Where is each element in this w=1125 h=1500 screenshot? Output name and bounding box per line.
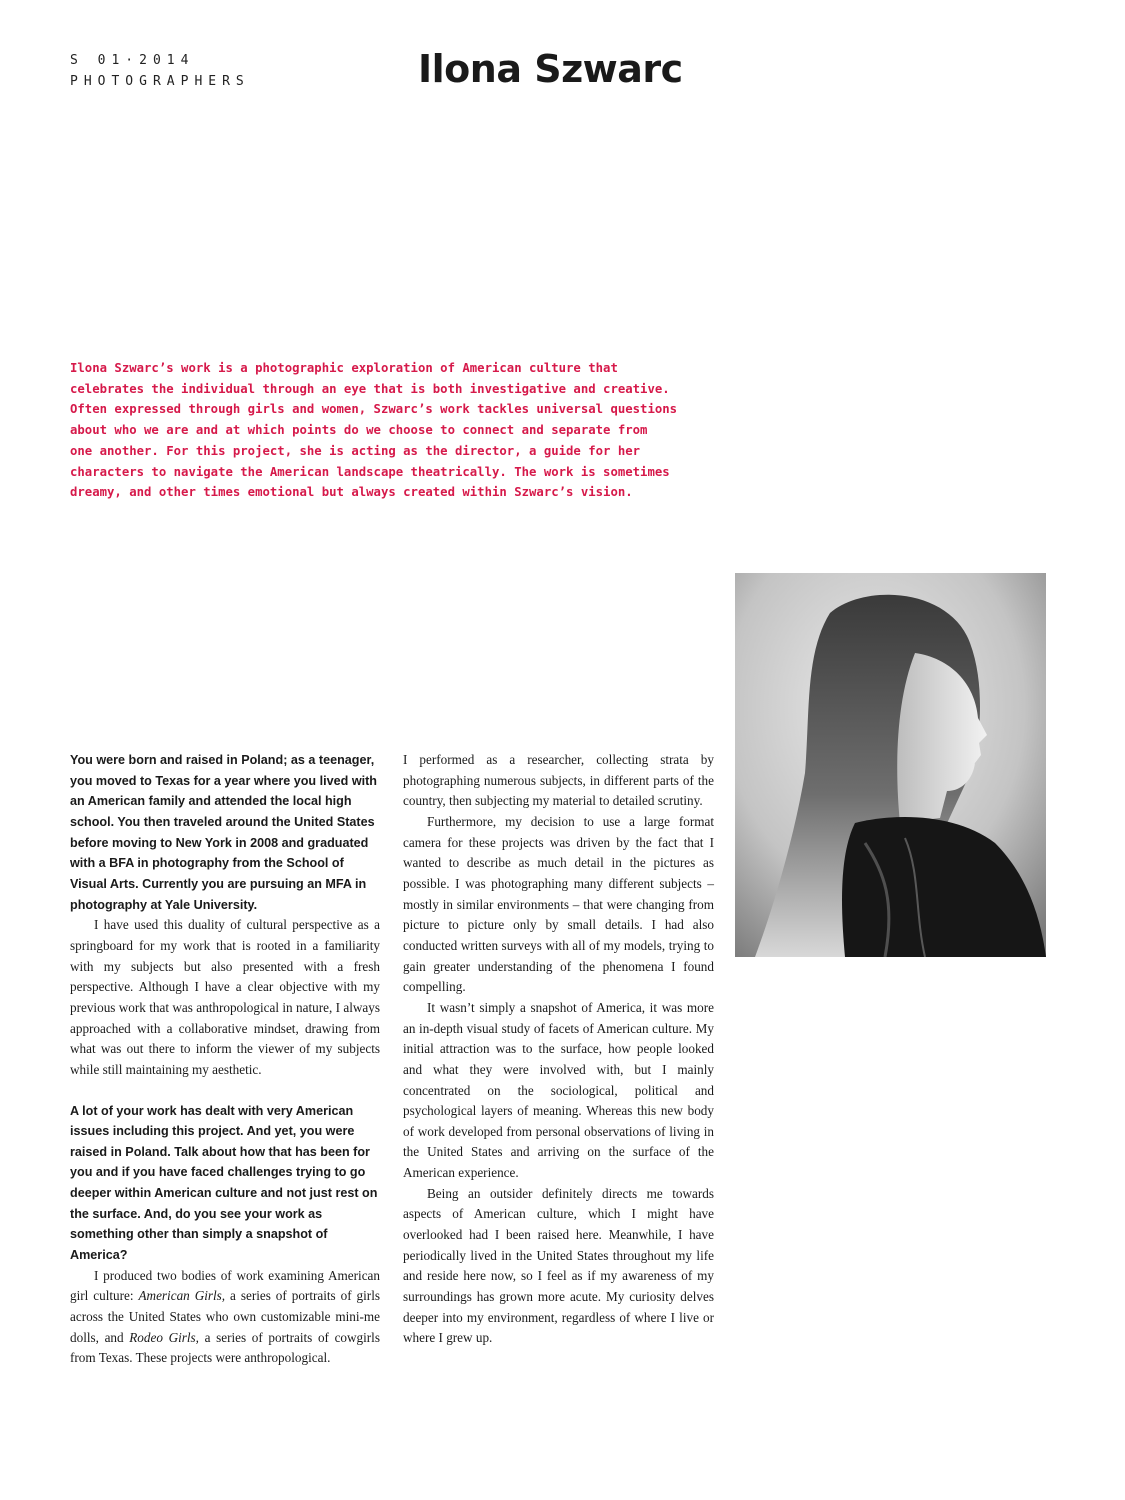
interview-answer: Furthermore, my decision to use a large format camera for these projects was driven by the fact that I wanted to describe as much detail in the pictures as possible. I was photographing many different subjects – mostly in similar environments – that were changing from picture to picture only by small details. I had also conducted written surveys with all of my models, trying to gain greater understanding of the phenomena I found compelling. [403, 813, 714, 995]
interview-column-right [403, 750, 714, 1349]
interview-answer: I produced two bodies of work examining American girl culture: American Girls, a series of portraits of girls across the United States who own customizable mini-me dolls, and Rodeo Girls, a series of portraits of cowgirls from Texas. These projects were anthropological. [70, 1267, 380, 1366]
intro-line: dreamy, and other times emotional but always created within Szwarc’s vision. [70, 485, 633, 500]
interview-answer: Being an outsider definitely directs me towards aspects of American culture, which I might have overlooked had I been raised here. Meanwhile, I have periodically lived in the United States throughout my life and reside here now, so I feel as if my awareness of my surroundings has grown more acute. My curiosity delves deeper into my environment, regardless of where I live or where I grew up. [403, 1185, 714, 1346]
italic-title-american-girls: American Girls, [138, 1288, 226, 1304]
interview-answer-continued: I performed as a researcher, collecting strata by photographing numerous subjects, in different parts of the country, then subjecting my material to detailed scrutiny. [403, 752, 714, 809]
intro-line: about who we are and at which points do we choose to connect and separate from [70, 423, 648, 438]
interview-answer: I have used this duality of cultural perspective as a springboard for my work that is rooted in a familiarity with my subjects but also presented with a fresh perspective. Although I have a clear objective with my previous work that was anthropological in nature, I always approached with a collaborative mindset, drawing from what was out there to inform the viewer of my subjects while still maintaining my aesthetic. [70, 917, 380, 1077]
section-label: PHOTOGRAPHERS [70, 74, 250, 89]
intro-paragraph [70, 358, 732, 503]
interview-column-left [70, 750, 380, 1369]
page-title: Ilona Szwarc [418, 47, 683, 91]
intro-line: characters to navigate the American landscape theatrically. The work is sometimes [70, 464, 670, 479]
italic-title-rodeo-girls: Rodeo Girls, [129, 1329, 199, 1345]
interview-question: You were born and raised in Poland; as a teenager, you moved to Texas for a year where you lived with an American family and attended the local high school. You then traveled around the United States before moving to New York in 2008 and graduated with a BFA in photography from the School of Visual Arts. Currently you are pursuing an MFA in photography at Yale University. [70, 753, 378, 912]
issue-header [70, 50, 250, 92]
interview-question: A lot of your work has dealt with very American issues including this project. And yet, you were raised in Poland. Talk about how that has been for you and if you have faced challenges trying to go deeper within American culture and not just rest on the surface. And, do you see your work as something other than simply a snapshot of America? [70, 1103, 378, 1263]
portrait-photo [735, 573, 1046, 957]
issue-number: S 01·2014 [70, 53, 195, 68]
interview-answer: It wasn’t simply a snapshot of America, it was more an in-depth visual study of facets of American culture. My initial attraction was to the surface, how people looked and what they were involved with, but I mainly concentrated on the sociological, political and psychological layers of meaning. Whereas this new body of work developed from personal observations of living in the United States and arriving on the surface of the American experience. [403, 999, 714, 1181]
intro-line: celebrates the individual through an eye that is both investigative and creative. [70, 381, 670, 396]
intro-line: Often expressed through girls and women, Szwarc’s work tackles universal questions [70, 402, 678, 417]
intro-line: Ilona Szwarc’s work is a photographic exploration of American culture that [70, 361, 618, 375]
intro-line: one another. For this project, she is acting as the director, a guide for her [70, 443, 641, 458]
